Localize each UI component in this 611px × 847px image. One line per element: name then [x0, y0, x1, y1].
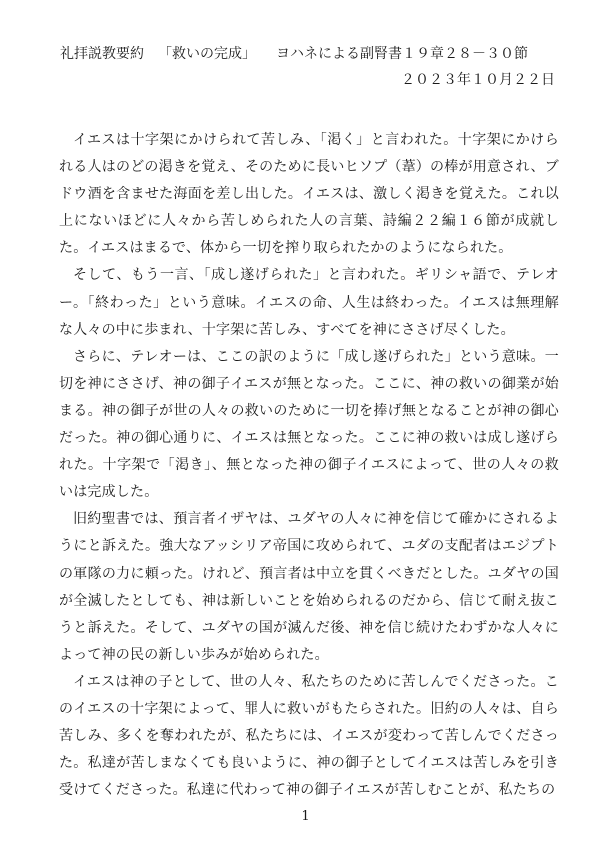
paragraph-2: そして、もう一言、「成し遂げられた」と言われた。ギリシャ語で、テレオー。「終わった」という意味。イエスの命、人生は終わった。イエスは無理解な人々の中に歩まれ、十字架に苦しみ、すべてを神にささげ尽くした。 [59, 267, 559, 338]
sermon-title: 「救いの完成」 [158, 46, 256, 62]
paragraph-1: イエスは十字架にかけられて苦しみ、「渇く」と言われた。十字架にかけられる人はのどの渇きを覚え、そのために長いヒソプ（葦）の棒が用意され、ブドウ酒を含ませた海面を差し出した。イエスは、激しく渇きを覚えた。これ以上にないほどに人々から苦しめられた人の言葉、詩編２２編１６節が成就した。イエスはまるで、体から一切を搾り取られたかのようになられた。 [59, 132, 559, 257]
scripture-reference: ヨハネによる副腎書１９章２８－３０節 [276, 46, 528, 62]
paragraph-4: 旧約聖書では、預言者イザヤは、ユダヤの人々に神を信じて確かにされるようにと訴えた。強大なアッシリア帝国に攻められて、ユダの支配者はエジプトの軍隊の力に頼った。けれど、預言者は中立を貫くべきだとした。ユダヤの国が全滅したとしても、神は新しいことを始められるのだから、信じて耐え抜こうと訴えた。そして、ユダヤの国が滅んだ後、神を信じ続けたわずかな人々によって神の民の新しい歩みが始められた。 [59, 511, 559, 663]
paragraph-5: イエスは神の子として、世の人々、私たちのために苦しんでくださった。このイエスの十字架によって、罪人に救いがもたらされた。旧約の人々は、自ら苦しみ、多くを奪われたが、私たちには、イエスが変わって苦しんでくださった。私達が苦しまなくても良いように、神の御子としてイエスは苦しみを引き受けてくださった。私達に代わって神の御子イエスが苦しむことが、私たちの [59, 673, 559, 799]
paragraph-3: さらに、テレオーは、ここの訳のように「成し遂げられた」という意味。一切を神にささげ、神の御子イエスが無となった。ここに、神の救いの御業が始まる。神の御子が世の人々の救いのために一切を捧げ無となることが神の御心だった。神の御心通りに、イエスは無となった。ここに神の救いは成し遂げられた。十字架で「渇き」、無となった神の御子イエスによって、世の人々の救いは完成した。 [59, 348, 559, 501]
sermon-date: ２０２３年１０月２２日 [401, 72, 555, 88]
sermon-body [59, 127, 559, 804]
sermon-header [60, 44, 528, 64]
sermon-series-label: 礼拝説教要約 [60, 46, 144, 62]
page-number: 1 [301, 809, 310, 824]
